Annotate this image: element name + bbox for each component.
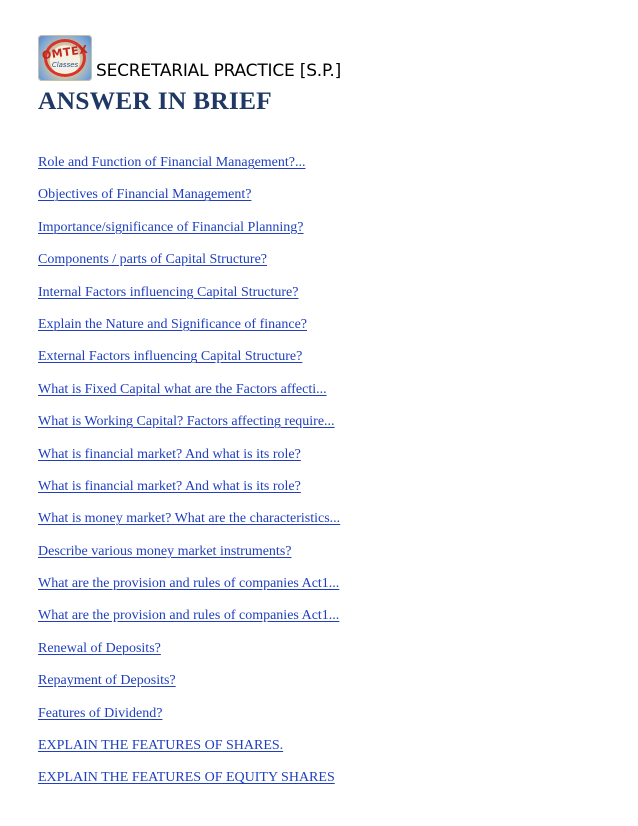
question-link[interactable]: What is money market? What are the characteristics... [38, 511, 341, 527]
question-link[interactable]: EXPLAIN THE FEATURES OF SHARES. [38, 738, 284, 754]
list-item [38, 250, 340, 282]
list-item [38, 477, 340, 509]
page-title: ANSWER IN BRIEF [38, 86, 272, 115]
question-link[interactable]: Explain the Nature and Significance of finance? [38, 316, 307, 332]
list-item [38, 704, 340, 736]
question-link[interactable]: EXPLAIN THE FEATURES OF EQUITY SHARES [38, 770, 335, 786]
logo-subtext: Classes [51, 61, 79, 69]
list-item [38, 218, 340, 250]
list-item [38, 153, 340, 185]
list-item [38, 412, 340, 444]
list-item [38, 380, 340, 412]
header [38, 33, 341, 81]
logo-text: OMTEX [41, 42, 89, 63]
question-link[interactable]: External Factors influencing Capital Structure? [38, 349, 303, 365]
question-link[interactable]: What are the provision and rules of companies Act1... [38, 576, 340, 592]
list-item [38, 315, 340, 347]
question-link[interactable]: Role and Function of Financial Management?... [38, 155, 306, 170]
question-link[interactable]: What is Fixed Capital what are the Factors affecti... [38, 381, 327, 397]
list-item [38, 768, 340, 800]
question-link[interactable]: Objectives of Financial Management? [38, 187, 252, 203]
list-item [38, 509, 340, 541]
question-link-list [38, 153, 340, 801]
list-item [38, 671, 340, 703]
omtex-logo [38, 35, 92, 81]
list-item [38, 185, 340, 217]
question-link[interactable]: Internal Factors influencing Capital Structure? [38, 284, 299, 300]
question-link[interactable]: Components / parts of Capital Structure? [38, 252, 268, 268]
list-item [38, 736, 340, 768]
brand-title: SECRETARIAL PRACTICE [S.P.] [96, 61, 342, 81]
question-link[interactable]: What is financial market? And what is its role? [38, 478, 301, 494]
list-item [38, 542, 340, 574]
list-item [38, 347, 340, 379]
question-link[interactable]: Describe various money market instruments? [38, 543, 292, 559]
list-item [38, 445, 340, 477]
question-link[interactable]: Repayment of Deposits? [38, 673, 176, 689]
question-link[interactable]: What is financial market? And what is its role? [38, 446, 301, 462]
question-link[interactable]: Features of Dividend? [38, 705, 163, 721]
question-link[interactable]: Renewal of Deposits? [38, 640, 161, 656]
question-link[interactable]: Importance/significance of Financial Planning? [38, 219, 304, 235]
question-link[interactable]: What is Working Capital? Factors affecting require... [38, 414, 335, 430]
question-link[interactable]: What are the provision and rules of companies Act1... [38, 608, 340, 624]
list-item [38, 606, 340, 638]
list-item [38, 639, 340, 671]
list-item [38, 574, 340, 606]
list-item [38, 283, 340, 315]
